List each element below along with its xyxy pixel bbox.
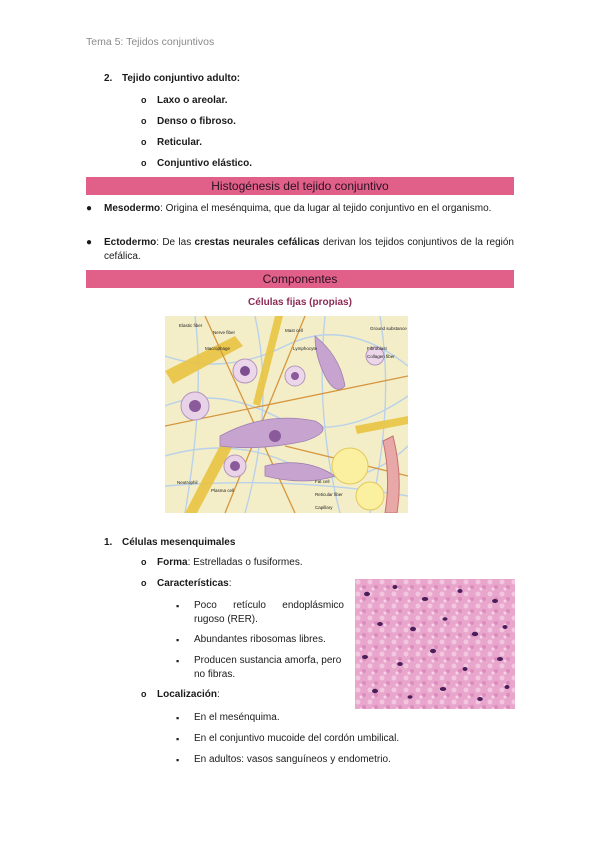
localizacion-line xyxy=(141,689,220,700)
list-item xyxy=(141,158,252,169)
list-item xyxy=(141,137,202,148)
circle-bullet-icon: o xyxy=(141,578,147,588)
componentes-banner: Componentes xyxy=(86,270,514,288)
loc-item-3: En adultos: vasos sanguíneos y endometrio. xyxy=(194,754,391,765)
label-collagen: Collagen fiber xyxy=(367,354,395,359)
circle-bullet-icon: o xyxy=(141,158,147,168)
square-bullet-icon: ▪ xyxy=(176,635,180,645)
label-plasma: Plasma cell xyxy=(211,488,235,493)
label-fat: Fat cell xyxy=(315,479,330,484)
mesodermo-term: Mesodermo xyxy=(104,203,161,214)
label-macrophage: Macrophage xyxy=(205,346,231,351)
label-neutrophil: Neutrophil xyxy=(177,480,198,485)
localizacion-label: Localización xyxy=(157,689,218,700)
list-item xyxy=(141,116,236,127)
mesenquimales-number: 1. xyxy=(104,537,113,548)
square-bullet-icon: ▪ xyxy=(176,601,180,611)
circle-bullet-icon: o xyxy=(141,137,147,147)
mesodermo-text: : Origina el mesénquima, que da lugar al tejido conjuntivo en el organismo. xyxy=(160,203,492,214)
ectodermo-text-1: : De las xyxy=(156,237,195,248)
carac-item-1: Poco retículo endoplásmico rugoso (RER). xyxy=(194,600,344,625)
list-item xyxy=(176,633,354,647)
label-nerve: Nerve fiber xyxy=(213,330,236,335)
running-header: Tema 5: Tejidos conjuntivos xyxy=(86,36,215,48)
carac-item-2: Abundantes ribosomas libres. xyxy=(194,634,326,645)
loc-item-1: En el mesénquima. xyxy=(194,712,280,723)
label-lymphocyte: Lymphocyte xyxy=(293,346,318,351)
square-bullet-icon: ▪ xyxy=(176,734,180,744)
circle-bullet-icon: o xyxy=(141,116,147,126)
celulas-fijas-title: Células fijas (propias) xyxy=(248,297,352,308)
circle-bullet-icon: o xyxy=(141,557,147,567)
histogenesis-banner: Histogénesis del tejido conjuntivo xyxy=(86,177,514,195)
list-item xyxy=(176,654,349,682)
adult-item-1: Laxo o areolar. xyxy=(157,95,228,106)
label-mast: Mast cell xyxy=(285,328,303,333)
list-item xyxy=(141,95,228,106)
list-item xyxy=(176,599,344,627)
round-bullet-icon: ● xyxy=(86,237,93,248)
list-item xyxy=(176,711,454,725)
forma-line xyxy=(141,557,303,568)
localizacion-suffix: : xyxy=(217,689,220,700)
caracteristicas-suffix: : xyxy=(228,578,232,589)
caracteristicas-line xyxy=(141,578,232,589)
circle-bullet-icon: o xyxy=(141,689,147,699)
adult-title: Tejido conjuntivo adulto: xyxy=(122,73,241,84)
adult-item-2: Denso o fibroso. xyxy=(157,116,236,127)
mesenquimales-heading xyxy=(104,537,235,548)
label-ground: Ground substance xyxy=(370,326,407,331)
adult-number: 2. xyxy=(104,73,113,84)
mesodermo-paragraph xyxy=(86,202,514,216)
ectodermo-term: Ectodermo xyxy=(104,237,157,248)
loc-item-2: En el conjuntivo mucoide del cordón umbilical. xyxy=(194,733,400,744)
carac-item-3: Producen sustancia amorfa, pero no fibras. xyxy=(194,655,342,680)
label-capillary: Capillary xyxy=(315,505,333,510)
list-item xyxy=(176,732,454,746)
round-bullet-icon: ● xyxy=(86,203,93,214)
label-reticular: Reticular fiber xyxy=(315,492,343,497)
caracteristicas-label: Características xyxy=(157,578,229,589)
label-fibroblast: Fibroblast xyxy=(367,346,387,351)
mesenquimales-title: Células mesenquimales xyxy=(122,537,236,548)
ectodermo-text-2: derivan los tejidos conjuntivos de la región cefálica. xyxy=(104,237,514,262)
mesenchyme-micrograph xyxy=(355,579,515,709)
adult-item-3: Reticular. xyxy=(157,137,203,148)
ectodermo-paragraph xyxy=(86,236,514,264)
ectodermo-bold: crestas neurales cefálicas xyxy=(194,237,320,248)
square-bullet-icon: ▪ xyxy=(176,656,180,666)
forma-label: Forma xyxy=(157,557,188,568)
connective-tissue-illustration xyxy=(165,316,408,513)
circle-bullet-icon: o xyxy=(141,95,147,105)
square-bullet-icon: ▪ xyxy=(176,713,180,723)
adult-heading xyxy=(104,73,240,84)
list-item xyxy=(176,753,454,767)
label-elastic: Elastic fiber xyxy=(179,323,203,328)
square-bullet-icon: ▪ xyxy=(176,755,180,765)
adult-item-4: Conjuntivo elástico. xyxy=(157,158,253,169)
forma-text: : Estrelladas o fusiformes. xyxy=(187,557,303,568)
